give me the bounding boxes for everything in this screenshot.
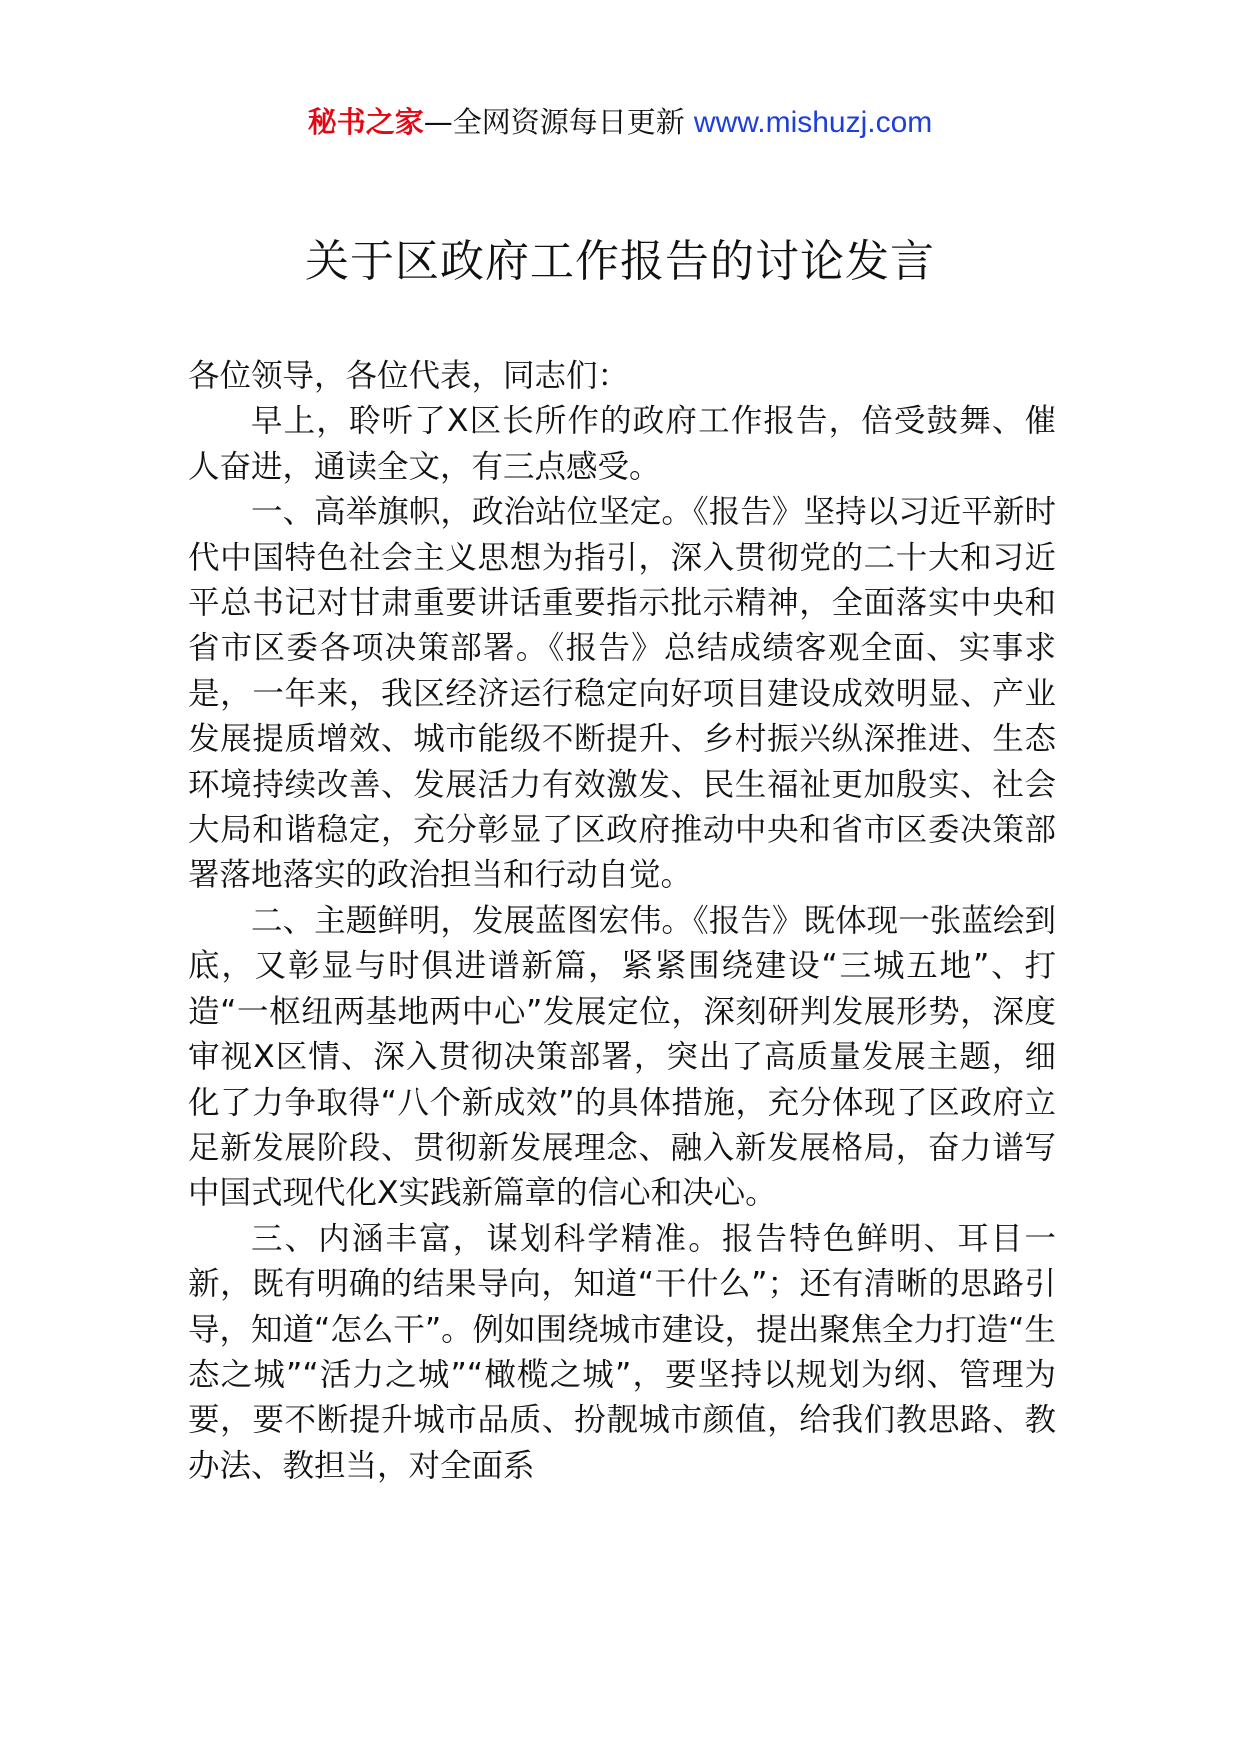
paragraph-point-2: 二、主题鲜明，发展蓝图宏伟。《报告》既体现一张蓝绘到底，又彰显与时俱进谱新篇，紧紧围绕建设“三城五地”、打造“一枢纽两基地两中心”发展定位，深刻研判发展形势，深度审视X区情、深入贯彻决策部署，突出了高质量发展主题，细化了力争取得“八个新成效”的具体措施，充分体现了区政府立足新发展阶段、贯彻新发展理念、融入新发展格局，奋力谱写中国式现代化X实践新篇章的信心和决心。: [188, 902, 1056, 1212]
paragraph-intro: 早上，聆听了X区长所作的政府工作报告，倍受鼓舞、催人奋进，通读全文，有三点感受。: [188, 403, 1056, 485]
paragraph-point-3: 三、内涵丰富，谋划科学精准。报告特色鲜明、耳目一新，既有明确的结果导向，知道“干什么”；还有清晰的思路引导，知道“怎么干”。例如围绕城市建设，提出聚焦全力打造“生态之城”“活力之城”“橄榄之城”，要坚持以规划为纲、管理为要，要不断提升城市品质、扮靓城市颜值，给我们教思路、教办法、教担当，对全面系: [188, 1220, 1056, 1484]
document-body: [188, 354, 1056, 1489]
document-title: 关于区政府工作报告的讨论发言: [305, 236, 935, 287]
site-banner: [0, 100, 1240, 145]
site-url-link[interactable]: www.mishuzj.com: [693, 106, 933, 139]
paragraph-point-1: 一、高举旗帜，政治站位坚定。《报告》坚持以习近平新时代中国特色社会主义思想为指引，深入贯彻党的二十大和习近平总书记对甘肃重要讲话重要指示批示精神，全面落实中央和省市区委各项决策部署。《报告》总结成绩客观全面、实事求是，一年来，我区经济运行稳定向好项目建设成效明显、产业发展提质增效、城市能级不断提升、乡村振兴纵深推进、生态环境持续改善、发展活力有效激发、民生福祉更加殷实、社会大局和谐稳定，充分彰显了区政府推动中央和省市区委决策部署落地落实的政治担当和行动自觉。: [188, 494, 1056, 894]
salutation: 各位领导，各位代表，同志们：: [188, 358, 630, 394]
brand-name: 秘书之家: [307, 105, 424, 139]
banner-slogan: —全网资源每日更新: [423, 105, 694, 139]
